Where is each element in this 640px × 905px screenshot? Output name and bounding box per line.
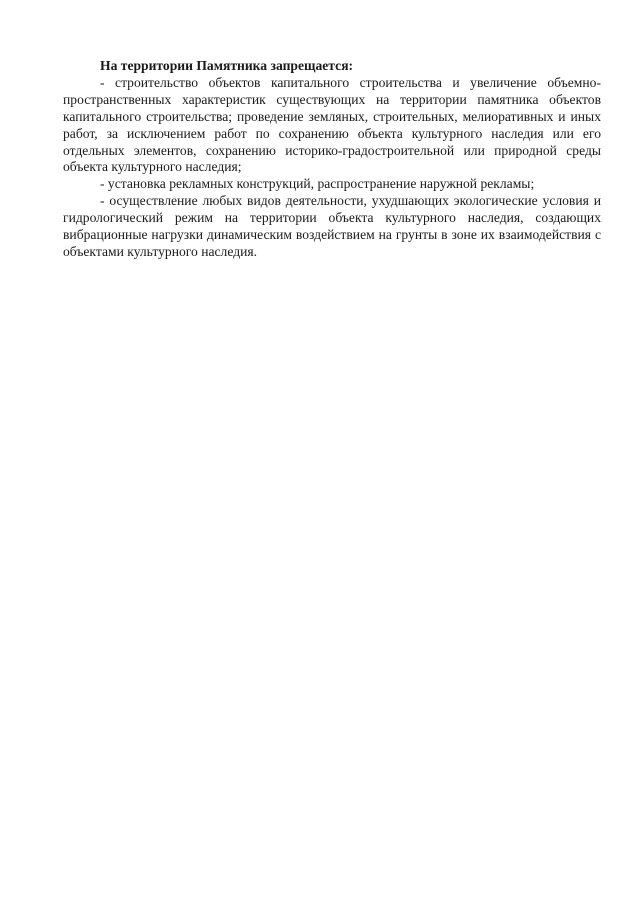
prohibition-item-activities: - осуществление любых видов деятельности, ухудшающих экологические условия и гидрологический режим на территории объекта культурного наследия, создающих вибрационные нагрузки динамическим воздействием на грунты в зоне их взаимодействия с объектами культурного наследия. [63, 193, 601, 259]
section-heading: На территории Памятника запрещается: [100, 58, 354, 73]
document-body [63, 58, 601, 261]
prohibition-item-advertising: - установка рекламных конструкций, распространение наружной рекламы; [100, 176, 535, 192]
prohibition-item-construction: - строительство объектов капитального строительства и увеличение объемно-пространственных характеристик существующих на территории памятника объектов капитального строительства; проведение земляных, строительных, мелиоративных и иных работ, за исключением работ по сохранению объекта культурного наследия или его отдельных элементов, сохранению историко-градостроительной или природной среды объекта культурного наследия; [63, 74, 601, 175]
